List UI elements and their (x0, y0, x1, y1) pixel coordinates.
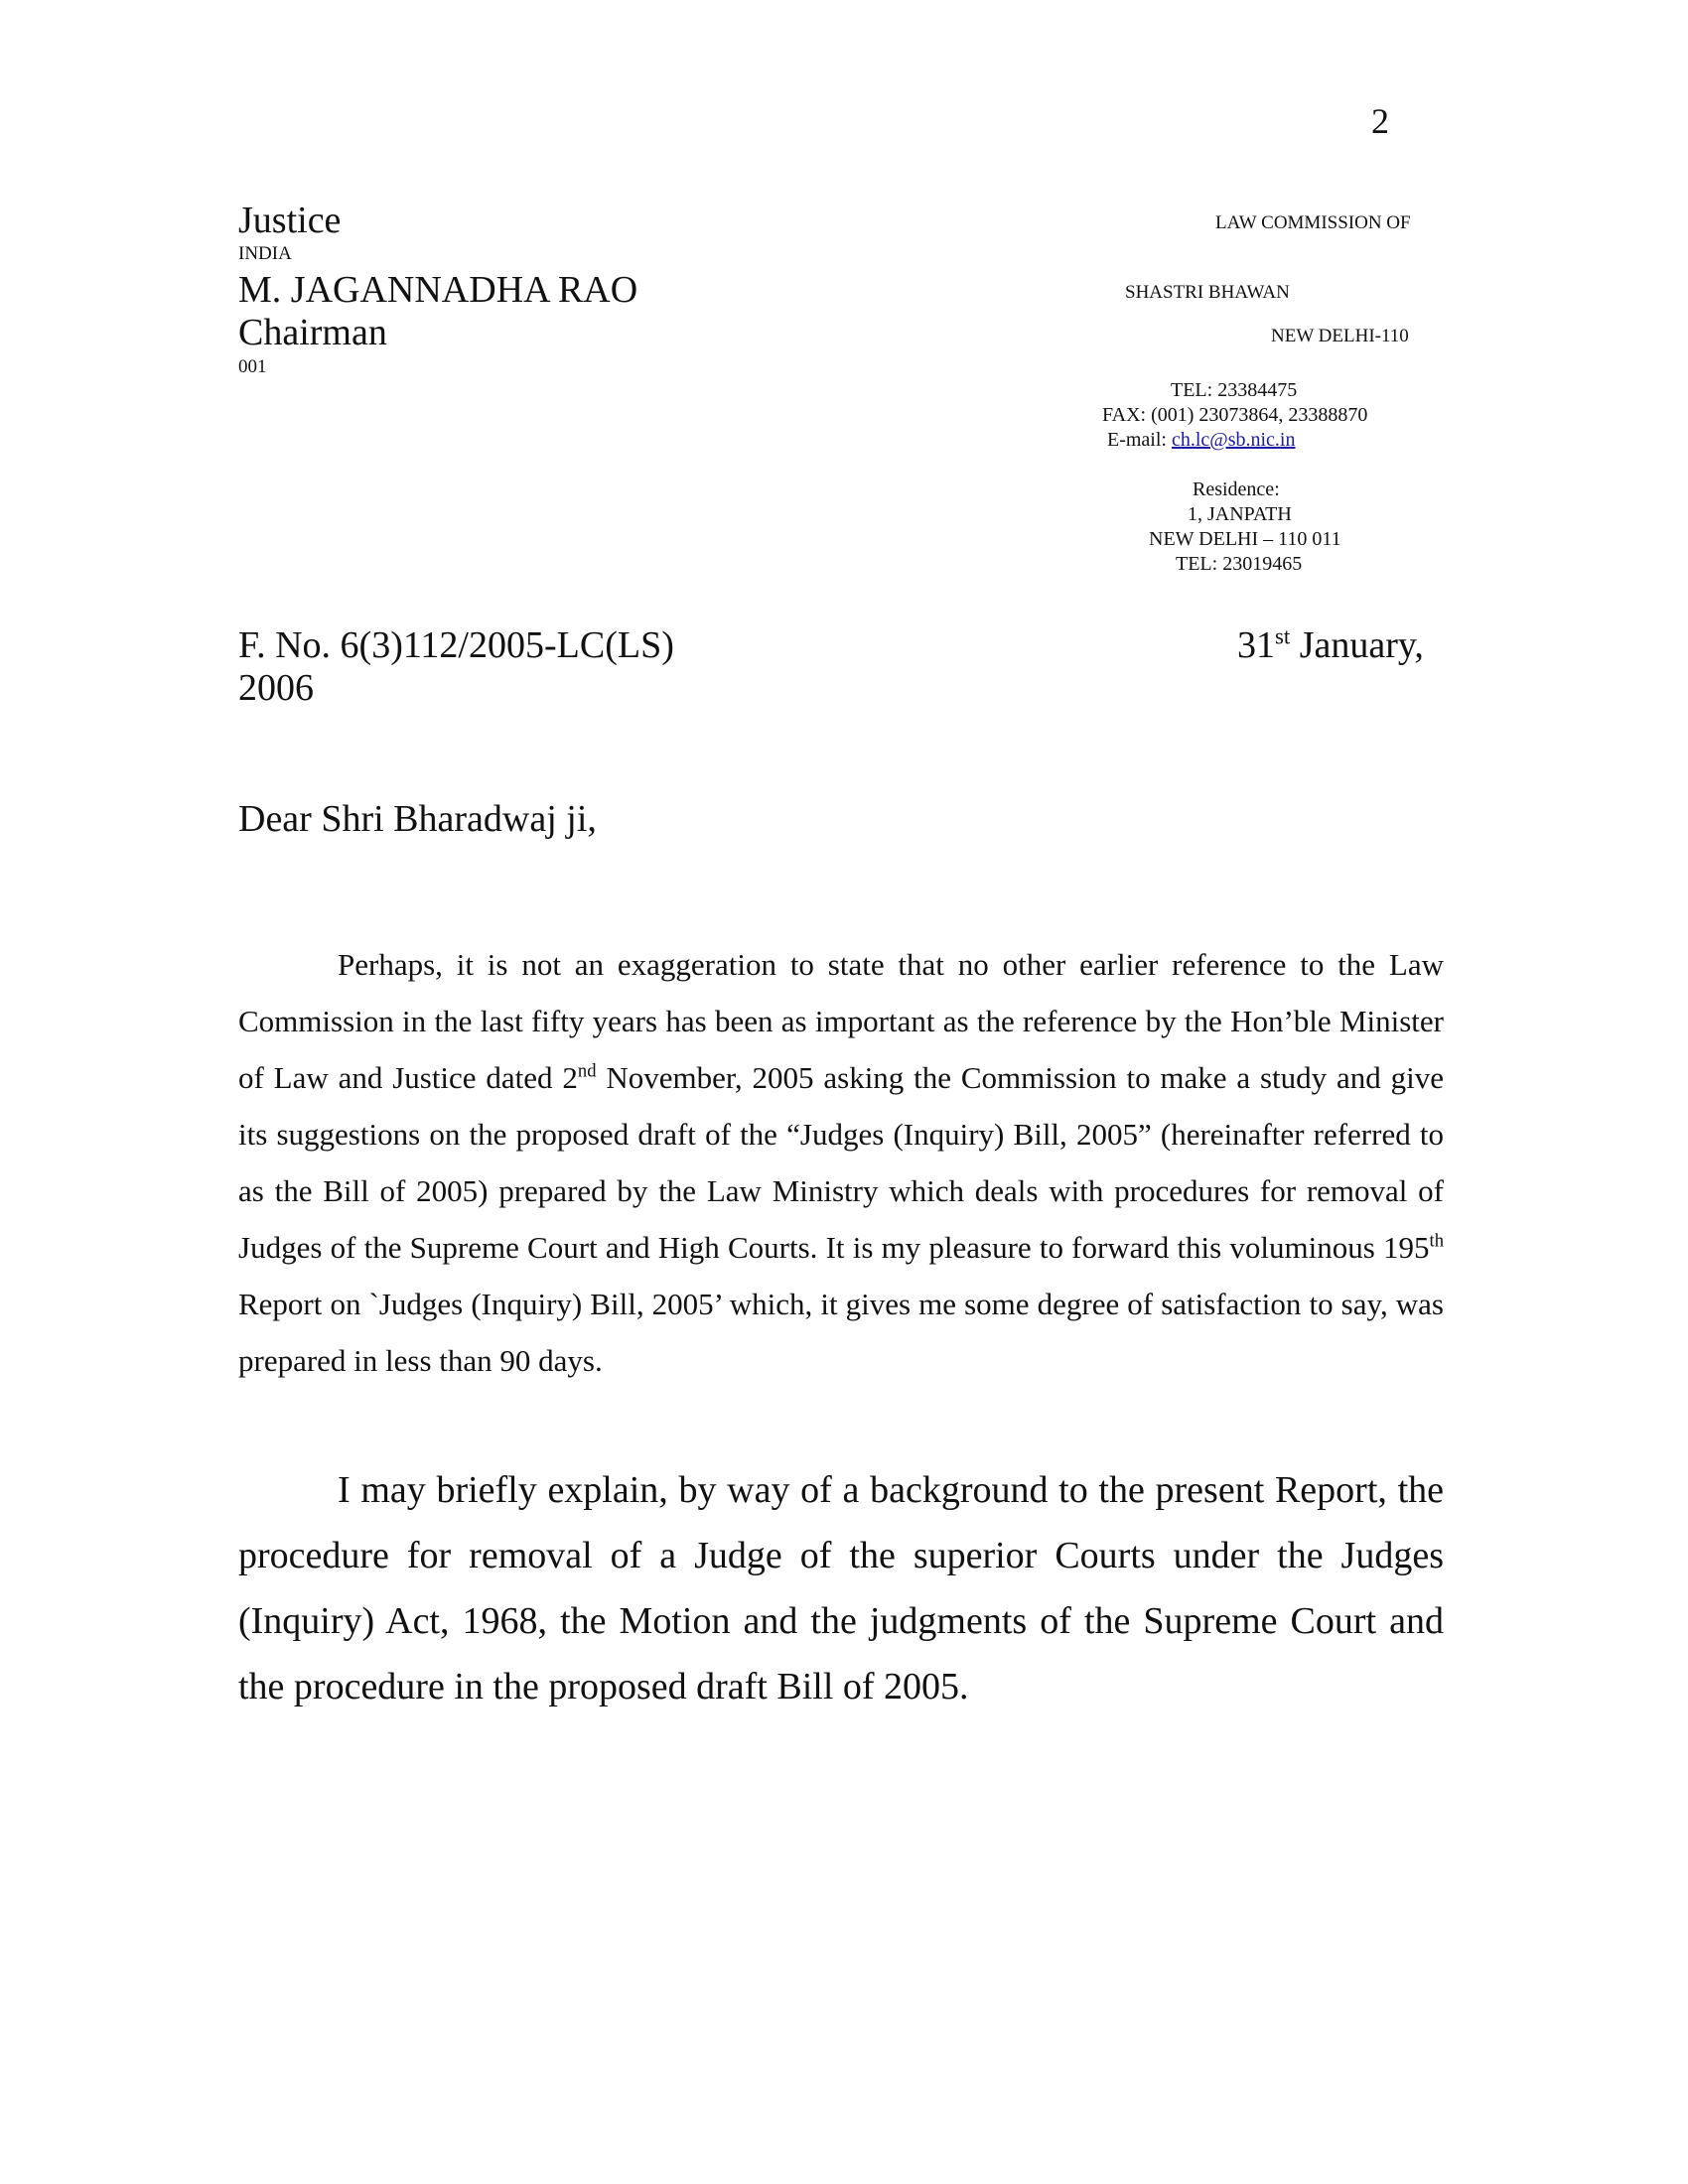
letter-date (1237, 623, 1424, 666)
paragraph-2-text: I may briefly explain, by way of a background to the present Report, the procedure for removal of a Judge of the superior Courts under the Judges (Inquiry) Act, 1968, the Motion and the judgments of the Supreme Court and the procedure in the proposed draft Bill of 2005. (238, 1469, 1444, 1707)
sender-name: M. JAGANNADHA RAO (238, 269, 638, 311)
file-number: F. No. 6(3)112/2005-LC(LS) (238, 624, 674, 666)
body-paragraph-2 (238, 1457, 1444, 1719)
residence-street: 1, JANPATH (1188, 503, 1292, 525)
page-number: 2 (1371, 101, 1389, 141)
email-label: E-mail: (1107, 429, 1172, 451)
body-paragraph-1 (238, 936, 1444, 1389)
sender-position: Chairman (238, 312, 387, 353)
office-fax: FAX: (001) 23073864, 23388870 (1102, 404, 1368, 426)
paragraph-1-superscript-1: nd (577, 1060, 597, 1082)
paragraph-1-superscript-2: th (1429, 1230, 1444, 1252)
office-line1-wrap: INDIA (238, 243, 292, 264)
paragraph-1-part-1: Perhaps, it is not an exaggeration to state that no other earlier reference to the Law Commission in the last fifty years has been as important as the reference by the Hon’ble Minister of Law and Justice dated 2 (238, 947, 1444, 1095)
office-line1: LAW COMMISSION OF (1215, 212, 1411, 233)
office-email-line (1107, 430, 1296, 450)
date-day: 31 (1237, 624, 1275, 666)
date-month: January, (1290, 624, 1424, 666)
residence-city: NEW DELHI – 110 011 (1149, 528, 1341, 550)
salutation: Dear Shri Bharadwaj ji, (238, 798, 597, 840)
office-tel: TEL: 23384475 (1171, 379, 1298, 401)
office-line3-wrap: 001 (238, 356, 267, 377)
office-line3: NEW DELHI-110 (1271, 326, 1409, 346)
office-line2: SHASTRI BHAWAN (1125, 282, 1290, 303)
residence-label: Residence: (1193, 478, 1280, 500)
residence-tel: TEL: 23019465 (1176, 553, 1303, 575)
sender-title: Justice (238, 200, 342, 241)
date-year: 2006 (238, 667, 314, 709)
email-link[interactable]: ch.lc@sb.nic.in (1171, 429, 1296, 451)
date-suffix: st (1275, 623, 1291, 649)
paragraph-1-part-3: Report on `Judges (Inquiry) Bill, 2005’ which, it gives me some degree of satisfaction to say, was prepared in less than 90 days. (238, 1287, 1444, 1378)
paragraph-1-part-2: November, 2005 asking the Commission to make a study and give its suggestions on the proposed draft of the “Judges (Inquiry) Bill, 2005” (hereinafter referred to as the Bill of 2005) prepared by the Law Ministry which deals with procedures for removal of Judges of the Supreme Court and High Courts. It is my pleasure to forward this voluminous 195 (238, 1060, 1444, 1265)
